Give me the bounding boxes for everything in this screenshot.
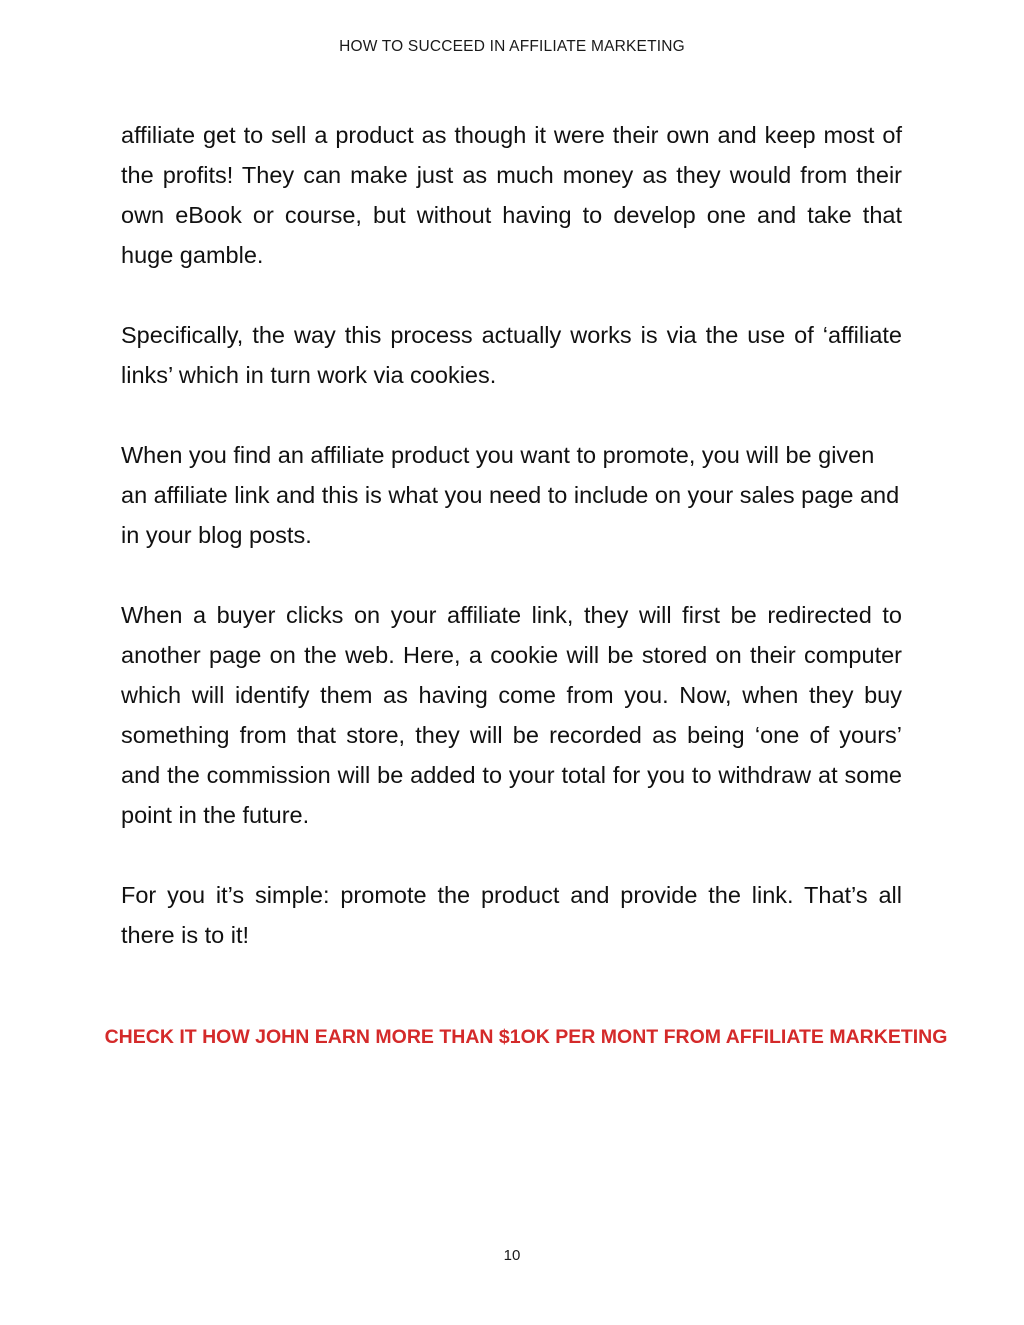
paragraph-profits: affiliate get to sell a product as though it were their own and keep most of the profits! They can make just as much money as they would from their own eBook or course, but without having to develop one and take that huge gamble. xyxy=(121,122,902,268)
page-number: 10 xyxy=(503,1247,521,1264)
paragraph-simple: For you it’s simple: promote the product and provide the link. That’s all there is to it! xyxy=(121,882,902,948)
paragraph-finding-product: When you find an affiliate product you want to promote, you will be given an affiliate link and this is what you need to include on your sales page and in your blog posts. xyxy=(121,442,900,548)
article-body xyxy=(121,115,902,995)
paragraph-affiliate-links: Specifically, the way this process actually works is via the use of ‘affiliate links’ which in turn work via cookies. xyxy=(121,322,902,388)
page-header-title: HOW TO SUCCEED IN AFFILIATE MARKETING xyxy=(339,38,685,55)
paragraph-cookies: When a buyer clicks on your affiliate link, they will first be redirected to another page on the web. Here, a cookie will be stored on their computer which will identify them as having come from you. Now, when they buy something from that store, they will be recorded as being ‘one of yours’ and the commission will be added to your total for you to withdraw at some point in the future. xyxy=(121,602,902,828)
cta-link[interactable]: CHECK IT HOW JOHN EARN MORE THAN $1OK PER MONT FROM AFFILIATE MARKETING xyxy=(104,1026,948,1048)
